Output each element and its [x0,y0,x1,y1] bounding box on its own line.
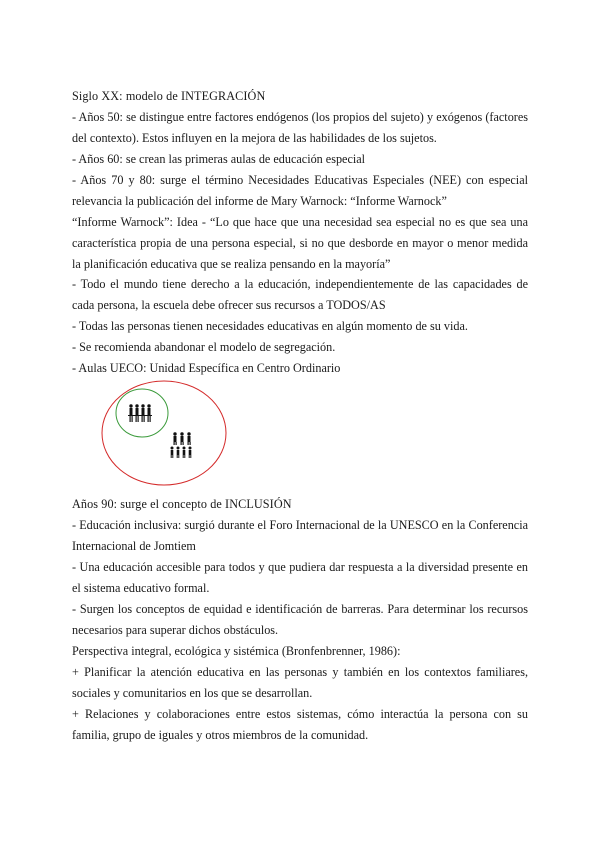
section2-item-5: + Planificar la atención educativa en las personas y también en los contextos familiares, sociales y comunitarios en los que se desarrollan. [72,665,528,700]
section1-item-8: - Aulas UECO: Unidad Específica en Centro Ordinario [72,361,341,375]
section2-item-2: - Una educación accesible para todos y que pudiera dar respuesta a la diversidad presente en el sistema educativo formal. [72,560,528,595]
section1-item-7: - Se recomienda abandonar el modelo de segregación. [72,340,336,354]
section2-item-6: + Relaciones y colaboraciones entre estos sistemas, cómo interactúa la persona con su familia, grupo de iguales y otros miembros de la comunidad. [72,707,528,742]
section1-item-2: - Años 60: se crean las primeras aulas de educación especial [72,152,366,166]
section1-item-1: - Años 50: se distingue entre factores endógenos (los propios del sujeto) y exógenos (factores del contexto). Estos influyen en la mejora de las habilidades de los sujetos. [72,110,528,145]
section1-item-5: - Todo el mundo tiene derecho a la educación, independientemente de las capacidades de cada persona, la escuela debe ofrecer sus recursos a TODOS/AS [72,277,528,312]
section2-item-1: - Educación inclusiva: surgió durante el Foro Internacional de la UNESCO en la Conferencia Internacional de Jomtiem [72,518,528,553]
section1-item-3: - Años 70 y 80: surge el término Necesidades Educativas Especiales (NEE) con especial relevancia la publicación del informe de Mary Warnock: “Informe Warnock” [72,173,528,208]
section2-item-3: - Surgen los conceptos de equidad e identificación de barreras. Para determinar los recursos necesarios para superar dichos obstáculos. [72,602,528,637]
section2-heading: Años 90: surge el concepto de INCLUSIÓN [72,497,292,511]
warnock-quote: “Informe Warnock”: Idea - “Lo que hace que una necesidad sea especial no es que sea una característica propia de una persona especial, si no que desborde en mayor o menor medida la planificación educativa que se realiza pensando en la mayoría” [72,215,528,271]
integration-diagram [100,378,230,488]
section2-item-4: Perspectiva integral, ecológica y sistémica (Bronfenbrenner, 1986): [72,644,401,658]
section1-item-6: - Todas las personas tienen necesidades educativas en algún momento de su vida. [72,319,468,333]
section1-heading: Siglo XX: modelo de INTEGRACIÓN [72,89,266,103]
outer-circle [102,381,226,485]
